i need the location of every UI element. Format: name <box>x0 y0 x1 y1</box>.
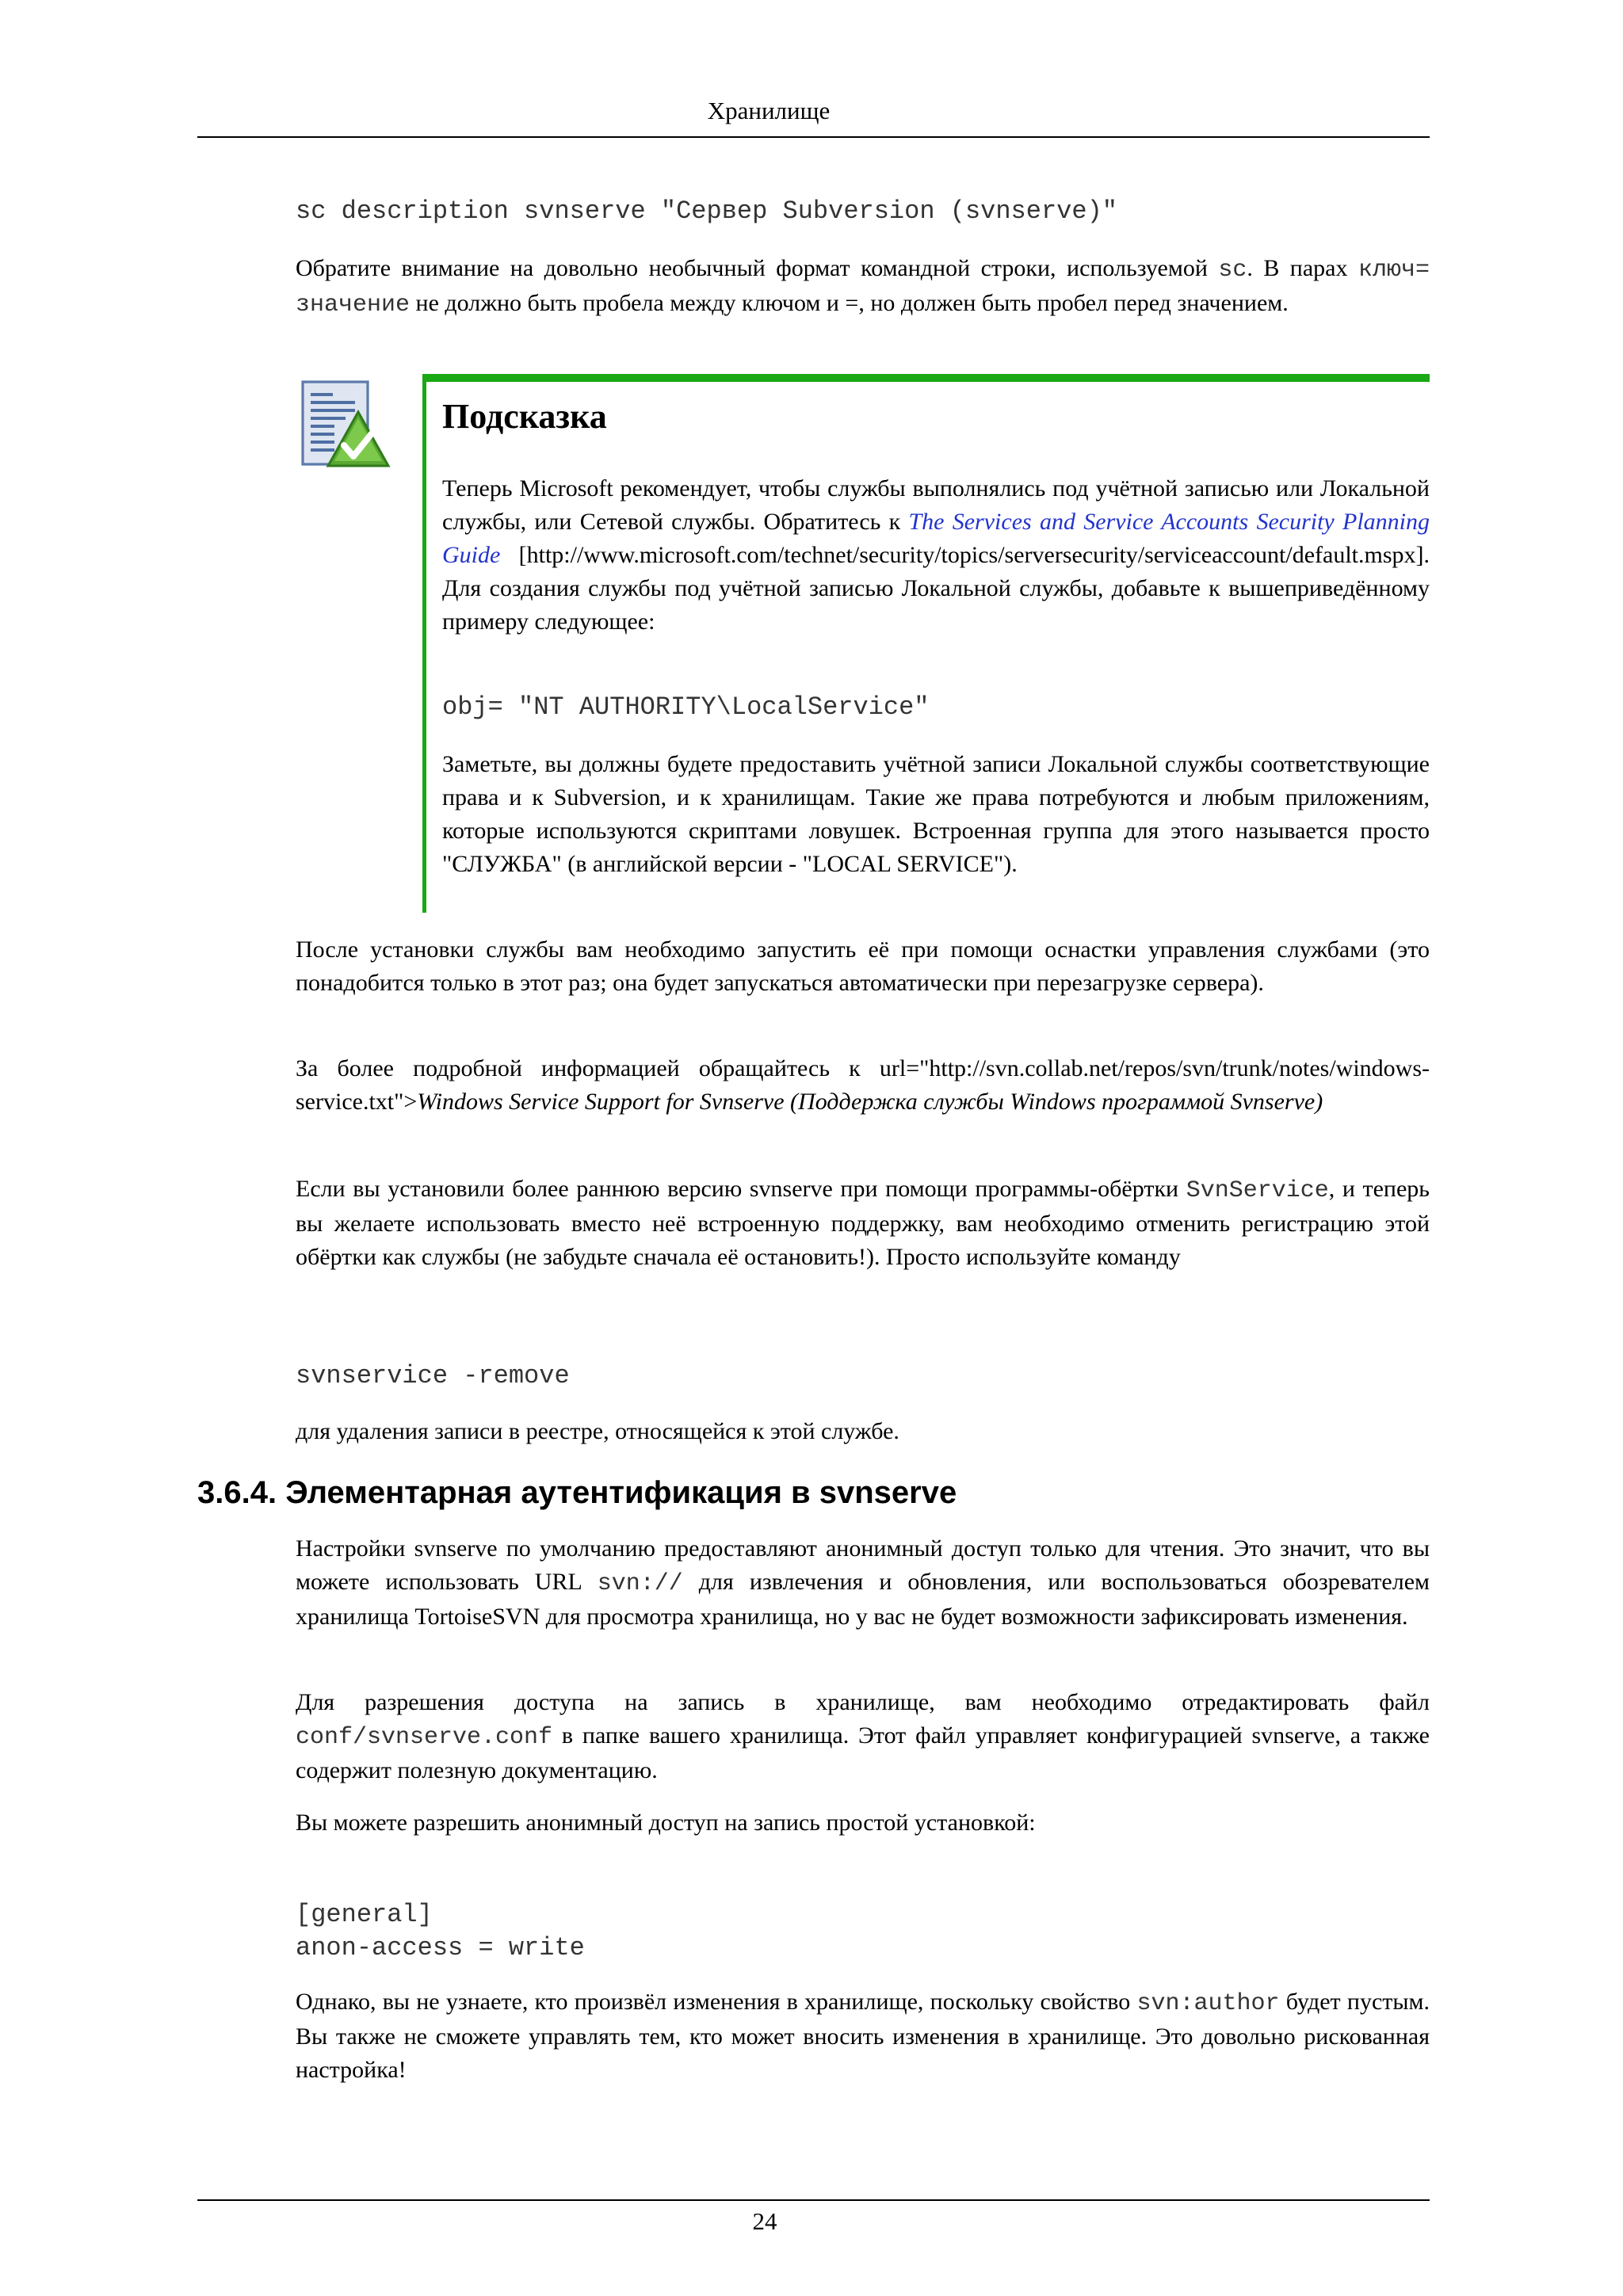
paragraph-text <box>296 1052 1430 1119</box>
text-run: в папке вашего хранилища. Этот файл управляет конфигурацией svnserve, а также содержит полезную документацию. <box>296 1722 1430 1783</box>
paragraph-text <box>296 1985 1430 2087</box>
code-text: obj= "NT AUTHORITY\LocalService" <box>442 692 930 722</box>
text-run: Настройки svnserve по умолчанию предоставляют анонимный доступ только для чтения. Это значит, что вы можете использовать URL <box>296 1535 1430 1595</box>
text-run: Однако, вы не узнаете, кто произвёл изменения в хранилище, поскольку свойство <box>296 1989 1137 2015</box>
paragraph-text <box>296 1532 1430 1634</box>
page-number: 24 <box>752 2207 777 2235</box>
header-divider <box>197 136 1430 138</box>
services-guide-link[interactable]: The Services and Service Accounts Security Planning Guide <box>442 509 1430 568</box>
italic-title: Windows Service Support for Svnserve (Поддержка службы Windows программой Svnserve) <box>417 1089 1323 1115</box>
code-text: [general] anon-access = write <box>296 1900 585 1962</box>
code-block-sc-description <box>296 195 1430 228</box>
paragraph-anon-write <box>296 1806 1430 1840</box>
tip-title: Подсказка <box>442 397 607 436</box>
inline-code: svn:author <box>1136 1990 1280 2017</box>
section-heading: 3.6.4. Элементарная аутентификация в svnserve <box>197 1475 957 1510</box>
paragraph-default-access <box>296 1532 1430 1634</box>
text-run: За более подробной информацией обращайтесь к url="http://svn.collab.net/repos/svn/trunk/notes/windows-service.txt"> <box>296 1055 1430 1115</box>
text-run: . В парах <box>1247 255 1358 281</box>
tip-document-check-icon <box>300 377 391 474</box>
paragraph-write-access <box>296 1686 1430 1787</box>
inline-code: ключ= значение <box>296 257 1430 318</box>
paragraph-text: Заметьте, вы должны будете предоставить учётной записи Локальной службы соответствующие права и к Subversion, и к хранилищам. Такие же права потребуются и любым приложениям, которые используются скриптами ловушек. Встроенная группа для этого называется просто "СЛУЖБА" (в английской версии - "LOCAL SERVICE"). <box>442 751 1430 877</box>
paragraph-start-service <box>296 933 1430 1000</box>
code-text: svnservice -remove <box>296 1361 570 1390</box>
text-run: Теперь Microsoft рекомендует, чтобы службы выполнялись под учётной записью или Локальной службы, или Сетевой службы. Обратитесь к <box>442 475 1430 535</box>
inline-code: conf/svnserve.conf <box>296 1724 553 1751</box>
inline-code: SvnService <box>1186 1177 1329 1204</box>
code-block-general-config <box>296 1898 1430 1965</box>
paragraph-svnservice-wrapper <box>296 1173 1430 1274</box>
text-run: Для разрешения доступа на запись в хранилище, вам необходимо отредактировать файл <box>296 1689 1430 1715</box>
inline-code: sc <box>1218 257 1247 284</box>
tip-code-block <box>442 691 1430 724</box>
code-block-svnservice-remove <box>296 1360 1430 1393</box>
page-header-title: Хранилище <box>707 97 831 124</box>
tip-left-border <box>422 374 426 913</box>
text-run: не должно быть пробела между ключом и =, но должен быть пробел перед значением. <box>410 290 1289 316</box>
paragraph-text: После установки службы вам необходимо запустить её при помощи оснастки управления службами (это понадобится только в этот раз; она будет запускаться автоматически при перезагрузке сервера). <box>296 936 1430 996</box>
paragraph-text: для удаления записи в реестре, относящейся к этой службе. <box>296 1418 899 1444</box>
paragraph-risky-setting <box>296 1985 1430 2087</box>
tip-paragraph-service-accounts <box>442 472 1430 639</box>
paragraph-text <box>442 472 1430 639</box>
text-run: , и теперь вы желаете использовать вместо неё встроенную поддержку, вам необходимо отменить регистрацию этой обёртки как службы (не забудьте сначала её остановить!). Просто используйте команду <box>296 1176 1430 1270</box>
paragraph-command-format <box>296 252 1430 322</box>
code-text: sc description svnserve "Сервер Subversion (svnserve)" <box>296 196 1117 226</box>
paragraph-text: Вы можете разрешить анонимный доступ на запись простой установкой: <box>296 1810 1036 1836</box>
tip-paragraph-permissions <box>442 748 1430 881</box>
paragraph-registry-removal <box>296 1415 1430 1448</box>
paragraph-text <box>296 1173 1430 1274</box>
text-run: для извлечения и обновления, или воспользоваться обозревателем хранилища TortoiseSVN для просмотра хранилища, но у вас не будет возможности зафиксировать изменения. <box>296 1569 1430 1630</box>
text-run: Обратите внимание на довольно необычный формат командной строки, используемой <box>296 255 1219 281</box>
footer-divider <box>197 2199 1430 2201</box>
paragraph-text <box>296 252 1430 322</box>
inline-code: svn:// <box>597 1570 683 1597</box>
paragraph-more-info <box>296 1052 1430 1119</box>
text-run: Если вы установили более раннюю версию svnserve при помощи программы-обёртки <box>296 1176 1186 1202</box>
text-run: будет пустым. Вы также не сможете управлять тем, кто может вносить изменения в хранилище. Это довольно рискованная настройка! <box>296 1989 1430 2083</box>
tip-top-border <box>422 374 1430 382</box>
paragraph-text <box>296 1686 1430 1787</box>
text-run: [http://www.microsoft.com/technet/security/topics/serversecurity/serviceaccount/default.mspx]. Для создания службы под учётной записью Локальной службы, добавьте к вышеприведённому примеру следующее: <box>442 542 1430 635</box>
